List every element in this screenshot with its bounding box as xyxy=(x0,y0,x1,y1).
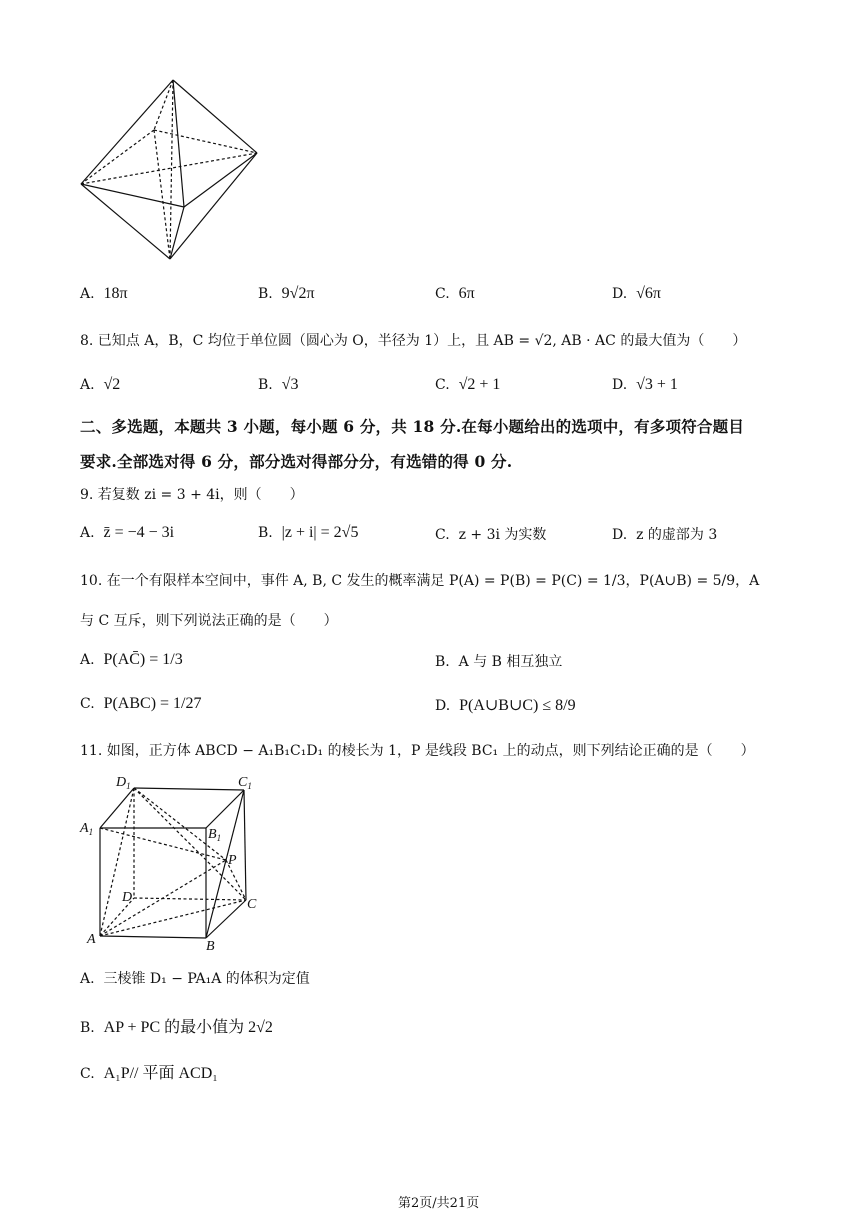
q7-option-a-text: 18π xyxy=(103,285,128,302)
section2-heading-line2: 要求.全部选对得 6 分，部分选对得部分分，有选错的得 0 分. xyxy=(80,452,513,471)
q11-option-a: A. 三棱锥 D₁ − PA₁A 的体积为定值 xyxy=(80,971,310,987)
q8-option-b: B. √3 xyxy=(258,376,299,393)
svg-text:A1: $A_1$ xyxy=(80,821,94,837)
q10-option-a-text: P(AC̄) = 1/3 xyxy=(103,651,183,668)
q8-option-b-text: √3 xyxy=(281,376,299,393)
svg-text:B1: $B_1$ xyxy=(208,827,222,843)
q9-option-d-text: z 的虚部为 3 xyxy=(636,527,718,543)
q11-option-a-text: 三棱锥 D₁ − PA₁A 的体积为定值 xyxy=(103,971,310,987)
q7-option-c-text: 6π xyxy=(458,285,475,302)
svg-text:B: B xyxy=(206,939,215,952)
svg-text:C: C xyxy=(247,897,257,912)
q8-option-c-text: √2 + 1 xyxy=(458,376,501,393)
page-footer: 第2页/共21页 xyxy=(398,1196,480,1211)
section2-heading-line1: 二、多选题，本题共 3 小题，每小题 6 分，共 18 分.在每小题给出的选项中，有多项符合题目 xyxy=(80,417,745,436)
q9-option-c: C. z + 3i 为实数 xyxy=(435,527,547,543)
q11-option-c: C. A₁P// 平面 ACD₁ xyxy=(80,1065,218,1082)
svg-text:P: P xyxy=(228,853,237,868)
svg-text:A: A xyxy=(87,932,96,947)
q7-option-b-text: 9√2π xyxy=(281,285,315,302)
q7-option-b: B. 9√2π xyxy=(258,285,315,302)
q8-option-a-text: √2 xyxy=(103,376,121,393)
q8-option-c: C. √2 + 1 xyxy=(435,376,501,393)
q9-option-a: A. z̄ = −4 − 3i xyxy=(80,524,175,541)
q8-option-d: D. √3 + 1 xyxy=(612,376,678,393)
q10-option-d: D. P(A∪B∪C) ≤ 8/9 xyxy=(435,697,576,714)
q10-stem-line2: 与 C 互斥，则下列说法正确的是（ ） xyxy=(80,613,338,629)
q11-option-c-text: A₁P// 平面 ACD₁ xyxy=(103,1065,218,1082)
q11-stem: 11. 如图，正方体 ABCD − A₁B₁C₁D₁ 的棱长为 1，P 是线段 BC₁ 上的动点，则下列结论正确的是（ ） xyxy=(80,743,755,759)
q8-option-a: A. √2 xyxy=(80,376,121,393)
svg-text:D: D xyxy=(122,890,133,905)
q9-option-a-text: z̄ = −4 − 3i xyxy=(103,524,175,541)
q9-option-d: D. z 的虚部为 3 xyxy=(612,527,718,543)
q7-option-c: C. 6π xyxy=(435,285,475,302)
q10-option-b: B. A 与 B 相互独立 xyxy=(435,654,563,670)
svg-text:D1: $D_1$ xyxy=(116,775,131,791)
q7-option-a: A. 18π xyxy=(80,285,128,302)
q10-option-b-text: A 与 B 相互独立 xyxy=(458,654,563,670)
cube-figure xyxy=(78,770,268,952)
q10-option-d-text: P(A∪B∪C) ≤ 8/9 xyxy=(459,697,576,714)
q9-stem: 9. 若复数 zi = 3 + 4i，则（ ） xyxy=(80,487,304,503)
q11-option-b-text: AP + PC 的最小值为 2√2 xyxy=(103,1019,273,1036)
q10-option-a: A. P(AC̄) = 1/3 xyxy=(80,651,183,668)
q10-stem-line1: 10. 在一个有限样本空间中，事件 A, B, C 发生的概率满足 P(A) = P(B) = P(C) = 1/3，P(A∪B) = 5/9，A xyxy=(80,573,760,589)
q10-option-c: C. P(ABC) = 1/27 xyxy=(80,695,202,712)
q11-option-b: B. AP + PC 的最小值为 2√2 xyxy=(80,1019,273,1036)
octahedron-figure xyxy=(78,78,262,264)
q9-option-b-text: |z + i| = 2√5 xyxy=(281,524,359,541)
svg-text:C1: $C_1$ xyxy=(238,775,252,791)
q7-option-d: D. √6π xyxy=(612,285,661,302)
q9-option-c-text: z + 3i 为实数 xyxy=(458,527,547,543)
q8-option-d-text: √3 + 1 xyxy=(636,376,678,393)
q7-option-d-text: √6π xyxy=(636,285,661,302)
q9-option-b: B. |z + i| = 2√5 xyxy=(258,524,359,541)
q8-stem: 8. 已知点 A，B，C 均位于单位圆（圆心为 O，半径为 1）上，且 AB = √2, AB · AC 的最大值为（ ） xyxy=(80,333,747,349)
q10-option-c-text: P(ABC) = 1/27 xyxy=(103,695,202,712)
